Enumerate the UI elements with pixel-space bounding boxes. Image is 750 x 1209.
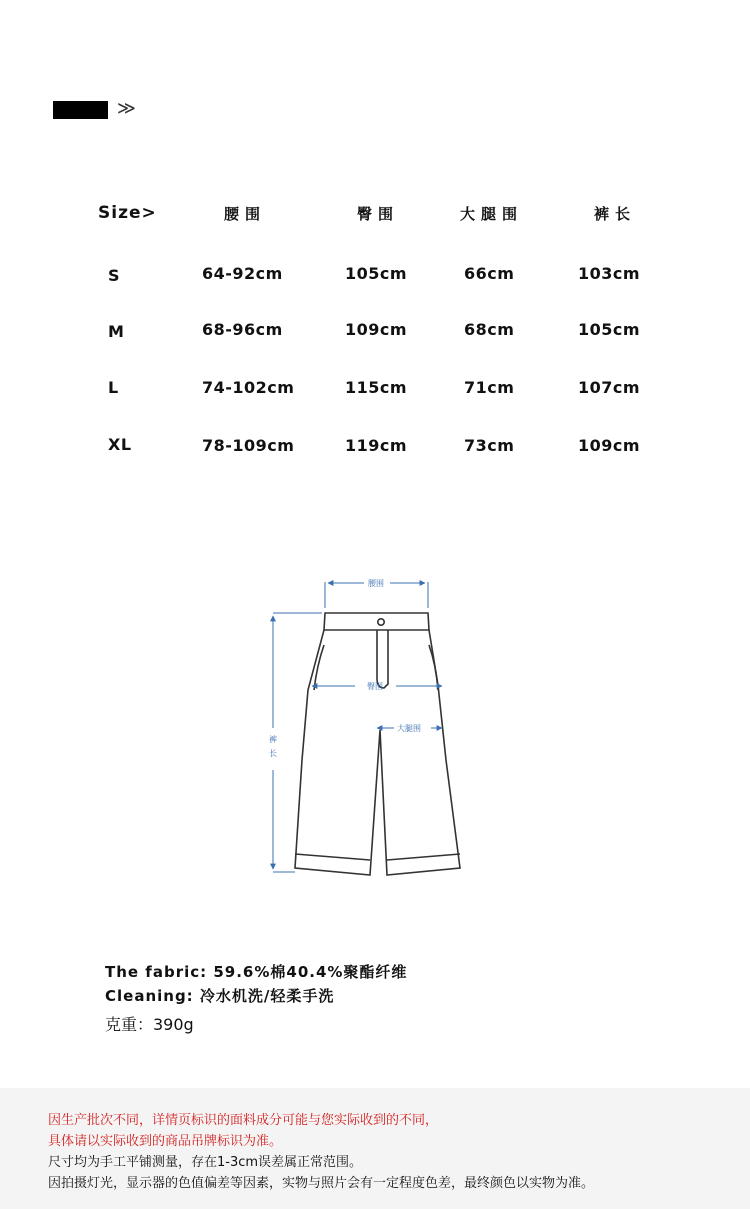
row-size: M [108, 322, 125, 341]
weight-text: 克重：390g [105, 1015, 194, 1034]
notice-red-line: 因生产批次不同，详情页标识的面料成分可能与您实际收到的不同， [48, 1113, 439, 1128]
row-length: 107cm [578, 378, 641, 397]
notice-panel [0, 1088, 750, 1209]
header-length: 裤长 [594, 205, 637, 223]
row-waist: 64-92cm [202, 264, 283, 283]
length-label-top: 裤 [269, 735, 277, 744]
hip-label: 臀围 [367, 682, 383, 691]
pants-outline [295, 613, 460, 875]
button-icon [378, 619, 384, 625]
row-waist: 74-102cm [202, 378, 295, 397]
row-size: S [108, 266, 121, 285]
row-thigh: 73cm [464, 436, 515, 455]
pants-measurement-diagram [240, 570, 500, 890]
row-length: 105cm [578, 320, 641, 339]
row-hip: 119cm [345, 436, 408, 455]
header-thigh: 大腿围 [460, 205, 524, 223]
header-hip: 臀围 [357, 205, 400, 223]
row-hip: 115cm [345, 378, 408, 397]
left-cuff-line [295, 854, 370, 860]
row-thigh: 71cm [464, 378, 515, 397]
right-pocket [429, 645, 438, 690]
size-table [0, 0, 750, 480]
cleaning-text: Cleaning: 冷水机洗/轻柔手洗 [105, 987, 335, 1005]
fly-line [377, 630, 388, 688]
row-hip: 109cm [345, 320, 408, 339]
waistband [324, 613, 429, 630]
row-thigh: 68cm [464, 320, 515, 339]
row-thigh: 66cm [464, 264, 515, 283]
notice-line: 因拍摄灯光，显示器的色值偏差等因素，实物与照片会有一定程度色差，最终颜色以实物为准。 [48, 1176, 595, 1191]
waist-label: 腰围 [368, 579, 384, 588]
thigh-label: 大腿围 [397, 724, 421, 733]
row-size: XL [108, 435, 132, 454]
right-cuff-line [387, 854, 460, 860]
row-hip: 105cm [345, 264, 408, 283]
header-size: Size> [98, 203, 157, 223]
row-length: 109cm [578, 436, 641, 455]
header-waist: 腰围 [224, 205, 267, 223]
product-details [105, 960, 407, 1035]
notice-red-line: 具体请以实际收到的商品吊牌标识为准。 [48, 1134, 283, 1149]
row-size: L [108, 378, 119, 397]
row-waist: 78-109cm [202, 436, 295, 455]
double-chevron-icon: ≫ [117, 98, 136, 119]
length-label-bottom: 长 [269, 749, 277, 758]
fabric-text: The fabric: 59.6%棉40.4%聚酯纤维 [105, 963, 408, 981]
notice-line: 尺寸均为手工平铺测量，存在1-3cm误差属正常范围。 [48, 1155, 363, 1170]
row-length: 103cm [578, 264, 641, 283]
row-waist: 68-96cm [202, 320, 283, 339]
